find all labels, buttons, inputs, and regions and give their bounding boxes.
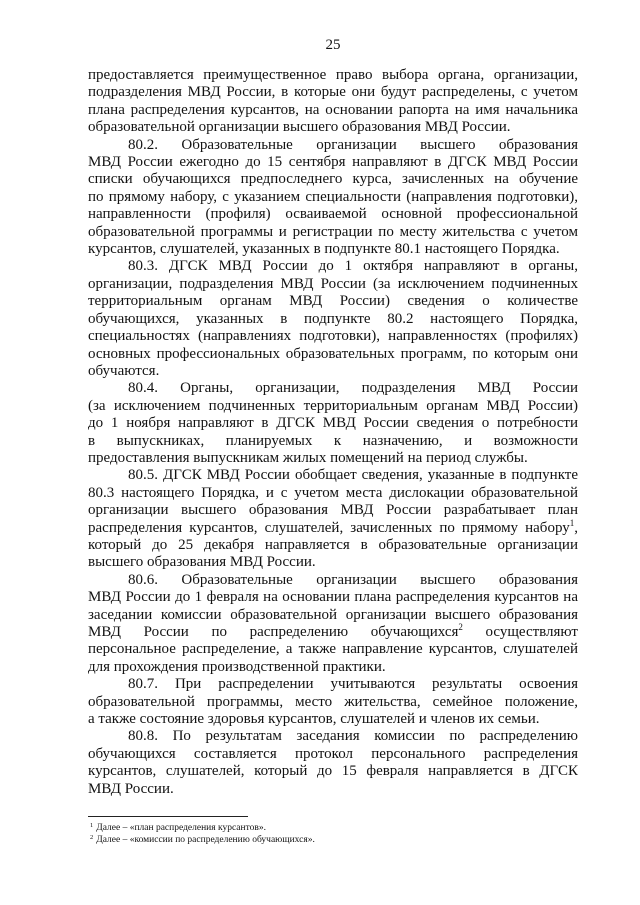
line-text: МВД России ежегодно до 15 сентября направляют в ДГСК МВД России [88, 154, 578, 171]
line-text: 80.2. Образовательные организации высшего образования [128, 136, 578, 153]
line-text: МВД России. [88, 780, 174, 797]
text-line [88, 189, 578, 206]
line-text: (за исключением подчиненных территориальным органам МВД России) [88, 397, 578, 414]
text-line [88, 607, 578, 624]
text-line [88, 763, 578, 780]
line-text: обучающихся, указанных в подпункте 80.2 настоящего Порядка, [88, 310, 578, 327]
text-line [88, 537, 578, 554]
footnotes [90, 823, 578, 846]
text-line [88, 380, 578, 397]
text-line [88, 84, 578, 101]
page-number: 25 [325, 37, 341, 53]
text-line [88, 641, 578, 658]
text-line [88, 728, 578, 745]
text-line [88, 676, 578, 693]
text-line [88, 328, 578, 345]
text-line [88, 781, 578, 798]
footnote-2 [90, 835, 578, 847]
line-text: персональное распределение, а также направление курсантов, слушателей [88, 641, 578, 658]
text-line [88, 241, 578, 258]
text-line [88, 415, 578, 432]
line-text: организации, подразделения МВД России (за исключением подчиненных [88, 275, 578, 292]
text-line [88, 67, 578, 84]
line-text: осуществляют [462, 624, 578, 640]
line-text: образовательной программы, место жительства, семейное положение, [88, 693, 578, 710]
text-line [88, 102, 578, 119]
text-line [88, 485, 578, 502]
paragraph-continuation [88, 67, 578, 137]
paragraph-80-3 [88, 258, 578, 380]
paragraph-80-8 [88, 728, 578, 798]
text-line [88, 694, 578, 711]
paragraph-80-7 [88, 676, 578, 728]
text-line [88, 346, 578, 363]
body-text [88, 67, 578, 798]
paragraph-80-2 [88, 137, 578, 259]
line-text: а также состояние здоровья курсантов, слушателей и членов их семьи. [88, 711, 540, 728]
text-line [88, 572, 578, 589]
text-line [88, 746, 578, 763]
line-text: предоставляется преимущественное право выбора органа, организации, [88, 67, 578, 83]
text-line [88, 258, 578, 275]
line-text: территориальным органам МВД России) сведения о количестве [88, 293, 578, 310]
line-text: образовательной программы и регистрации по месту жительства с учетом [88, 223, 578, 240]
line-text: курсантов, слушателей, который до 15 февраля направляется в ДГСК [88, 763, 578, 780]
line-text: списки обучающихся предпоследнего курса, зачисленных на обучение [88, 171, 578, 188]
text-line [88, 711, 578, 728]
text-line [88, 502, 578, 519]
line-text: в выпускниках, планируемых к назначению, и возможности [88, 432, 578, 449]
text-line [88, 137, 578, 154]
text-line [88, 433, 578, 450]
line-text: образовательной организации высшего образования МВД России. [88, 119, 511, 136]
line-text: 80.7. При распределении учитываются результаты освоения [128, 676, 578, 693]
footnote-separator [88, 816, 248, 817]
paragraph-80-6 [88, 572, 578, 676]
text-line [88, 624, 578, 641]
line-text: плана распределения курсантов, на основании рапорта на имя начальника [88, 101, 578, 118]
text-line [88, 363, 578, 380]
footnote-reference: 1 [569, 517, 575, 528]
line-text: 80.4. Органы, организации, подразделения МВД России [128, 380, 578, 397]
line-text: 80.6. Образовательные организации высшего образования [128, 571, 578, 588]
text-line [88, 206, 578, 223]
text-line [88, 659, 578, 676]
text-line [88, 224, 578, 241]
footnote-reference: 2 [458, 622, 463, 632]
line-text: подразделения МВД России, в которые они будут распределены, с учетом [88, 84, 578, 101]
line-text: обучающихся составляется протокол персонального распределения [88, 745, 578, 762]
line-text: 80.8. По результатам заседания комиссии по распределению [128, 728, 578, 745]
text-line [88, 311, 578, 328]
text-line [88, 554, 578, 571]
line-text: высшего образования МВД России. [88, 554, 316, 571]
line-text: специальностях (направлениях подготовки), направленностях (профилях) [88, 328, 578, 345]
line-text: который до 25 декабря направляется в образовательные организации [88, 536, 578, 553]
line-text: заседании комиссии образовательной организации высшего образования [88, 606, 578, 623]
line-text: курсантов, слушателей, указанных в подпункте 80.1 настоящего Порядка. [88, 241, 560, 258]
text-line [88, 450, 578, 467]
text-line [88, 517, 578, 537]
text-line [88, 154, 578, 171]
paragraph-80-4 [88, 380, 578, 467]
text-line [88, 589, 578, 606]
text-line [88, 467, 578, 484]
line-text: , [574, 519, 578, 536]
line-text: 80.5. ДГСК МВД России обобщает сведения, указанные в подпункте [128, 467, 578, 484]
line-text: основных профессиональных образовательных программ, по которым они [88, 345, 578, 362]
text-line [88, 119, 578, 136]
text-line [88, 293, 578, 310]
line-text: МВД России по распределению обучающихся [88, 624, 459, 640]
text-line [88, 276, 578, 293]
line-text: МВД России до 1 февраля на основании плана распределения курсантов на [88, 589, 578, 606]
line-text: организации высшего образования МВД России разрабатывает план [88, 502, 578, 519]
line-text: направленности (профиля) осваиваемой основной профессиональной [88, 206, 578, 223]
line-text: 80.3 настоящего Порядка, и с учетом места дислокации образовательной [88, 484, 578, 501]
line-text: обучаются. [88, 362, 160, 379]
text-line [88, 171, 578, 188]
footnote-1 [90, 823, 578, 835]
paragraph-80-5 [88, 467, 578, 571]
line-text: распределения курсантов, слушателей, зачисленных по прямому набору [88, 519, 570, 536]
line-text: для прохождения производственной практики. [88, 658, 386, 675]
line-text: 80.3. ДГСК МВД России до 1 октября направляют в органы, [128, 258, 578, 275]
footnote-mark: 1 [90, 822, 94, 829]
line-text: предоставления выпускникам жилых помещений на период службы. [88, 449, 528, 466]
text-line [88, 398, 578, 415]
line-text: по прямому набору, с указанием специальности (направления подготовки), [88, 188, 578, 205]
footnote-text: Далее – «план распределения курсантов». [96, 823, 266, 833]
line-text: до 1 ноября направляют в ДГСК МВД России сведения о потребности [88, 415, 578, 432]
footnote-mark: 2 [90, 833, 94, 841]
footnote-text: Далее – «комиссии по распределению обучающихся». [96, 834, 315, 845]
